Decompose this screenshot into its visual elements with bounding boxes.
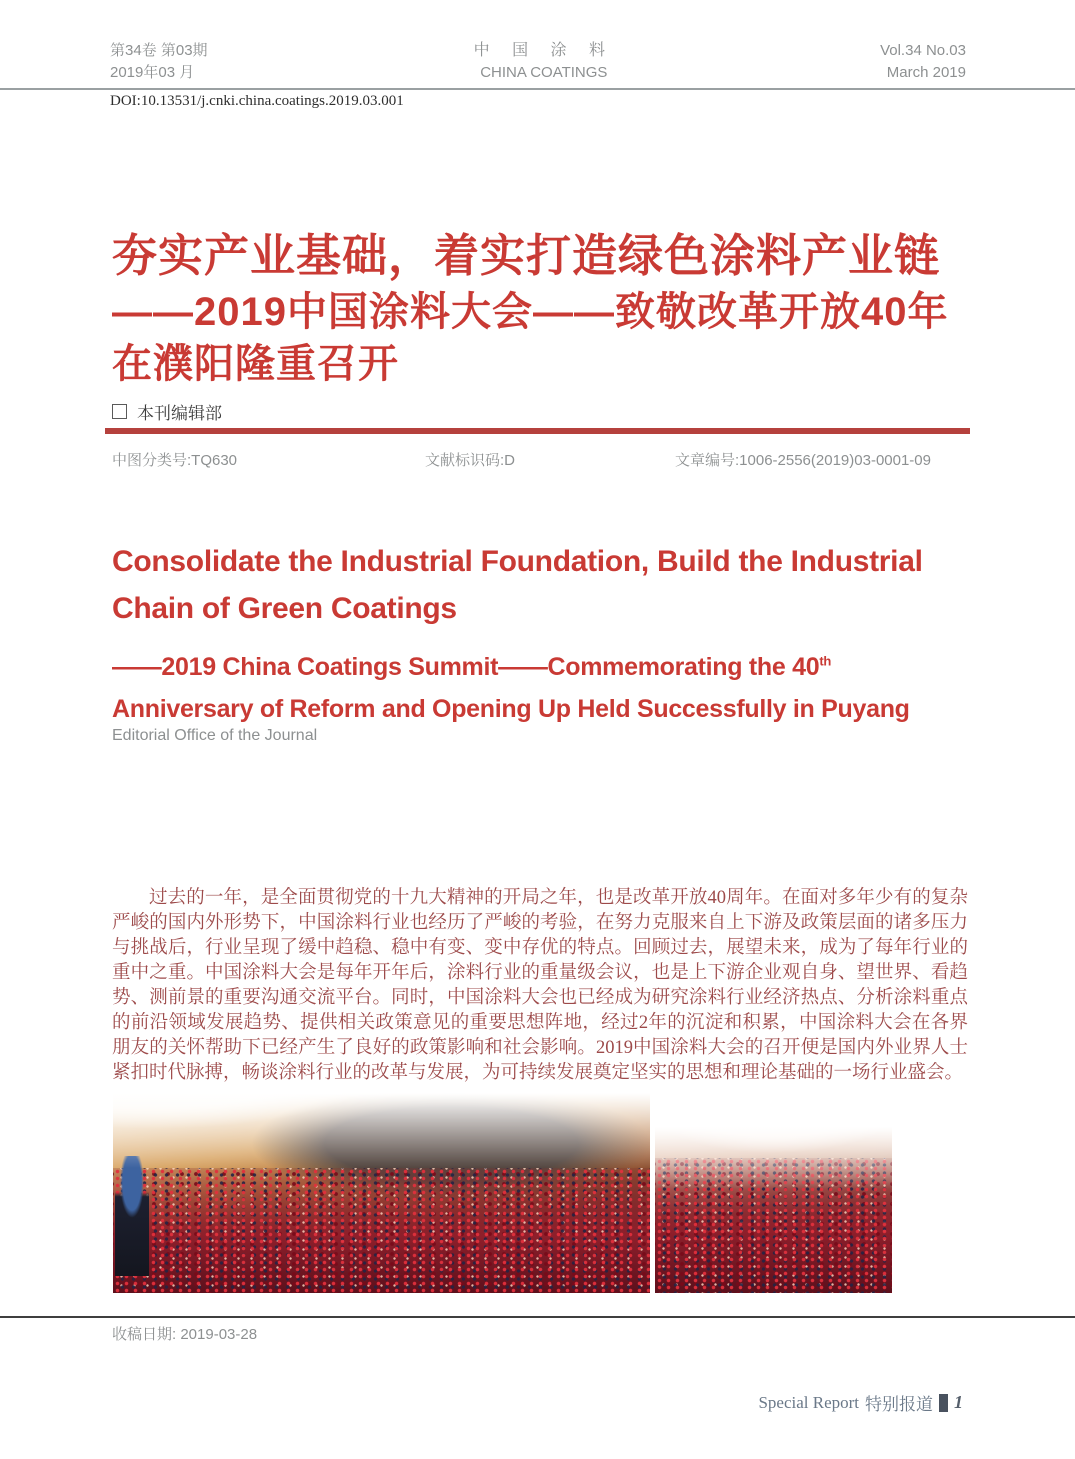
journal-header	[110, 40, 966, 84]
journal-name-cn: 中 国 涂 料	[473, 42, 614, 59]
article-title-en-line2: Chain of Green Coatings	[112, 592, 457, 625]
article-subtitle-en-line2: Anniversary of Reform and Opening Up Held Successfully in Puyang	[112, 695, 910, 723]
footer-block-icon	[939, 1394, 948, 1412]
section-red-bar	[105, 428, 970, 434]
subtitle-pre: ——2019 China Coatings Summit——Commemorating the 40	[112, 653, 820, 681]
article-number: 文章编号:1006-2556(2019)03-0001-09	[675, 452, 931, 469]
classification-row	[112, 449, 972, 469]
clc-number: 中图分类号:TQ630	[112, 452, 238, 469]
footer-section-cn: 特别报道	[865, 1395, 933, 1414]
author-square-icon	[112, 404, 127, 419]
page-number: 1	[954, 1392, 963, 1412]
standing-person	[115, 1156, 149, 1276]
audience-crowd	[113, 1168, 650, 1293]
article-title-cn-line3: 在濮阳隆重召开	[112, 342, 399, 386]
header-issue-en	[880, 40, 966, 84]
conference-photo-left	[113, 1085, 650, 1293]
footnote-divider	[0, 1316, 1075, 1318]
header-divider	[0, 88, 1075, 90]
article-body-paragraph: 过去的一年，是全面贯彻党的十九大精神的开局之年，也是改革开放40周年。在面对多年少有的复杂严峻的国内外形势下，中国涂料行业也经历了严峻的考验，在努力克服来自上下游及政策层面的诸多压力与挑战后，行业呈现了缓中趋稳、稳中有变、变中存优的特点。回顾过去，展望未来，成为了每年行业的重中之重。中国涂料大会是每年开年后，涂料行业的重量级会议，也是上下游企业观自身、望世界、看趋势、测前景的重要沟通交流平台。同时，中国涂料大会也已经成为研究涂料行业经济热点、分析涂料重点的前沿领域发展趋势、提供相关政策意见的重要思想阵地，经过2年的沉淀和积累，中国涂料大会在各界朋友的关怀帮助下已经产生了良好的政策影响和社会影响。2019中国涂料大会的召开便是国内外业界人士紧扣时代脉搏，畅谈涂料行业的改革与发展，为可持续发展奠定坚实的思想和理论基础的一场行业盛会。	[112, 888, 968, 1083]
header-issue-cn	[110, 40, 208, 84]
volume-issue-en: Vol.34 No.03	[880, 42, 966, 59]
author-name: 本刊编辑部	[137, 404, 222, 423]
photo-top-fade	[655, 1120, 892, 1189]
article-subtitle-en	[112, 646, 982, 688]
journal-name-en: CHINA COATINGS	[480, 64, 608, 81]
conference-photo-right	[655, 1120, 892, 1293]
received-date: 收稿日期: 2019-03-28	[112, 1326, 258, 1343]
date-cn: 2019年03 月	[110, 64, 195, 81]
article-title-cn-line2: ——2019中国涂料大会——致敬改革开放40年	[112, 290, 949, 334]
date-en: March 2019	[886, 64, 966, 81]
article-title-cn-line1: 夯实产业基础，着实打造绿色涂料产业链	[112, 230, 941, 281]
author-en: Editorial Office of the Journal	[112, 727, 318, 744]
article-title-en	[112, 538, 982, 730]
footer-section-en: Special Report	[758, 1392, 859, 1412]
article-title-en-line1: Consolidate the Industrial Foundation, Build the Industrial	[112, 545, 923, 578]
page-footer	[758, 1390, 963, 1415]
volume-issue-cn: 第34卷 第03期	[110, 42, 208, 59]
author-line	[112, 399, 222, 424]
subtitle-ordinal-sup: th	[819, 653, 832, 669]
document-code: 文献标识码:D	[425, 452, 516, 469]
journal-name	[474, 40, 614, 84]
doi: DOI:10.13531/j.cnki.china.coatings.2019.03.001	[110, 93, 404, 109]
photo-top-fade	[113, 1085, 650, 1168]
article-title-cn	[112, 226, 984, 390]
